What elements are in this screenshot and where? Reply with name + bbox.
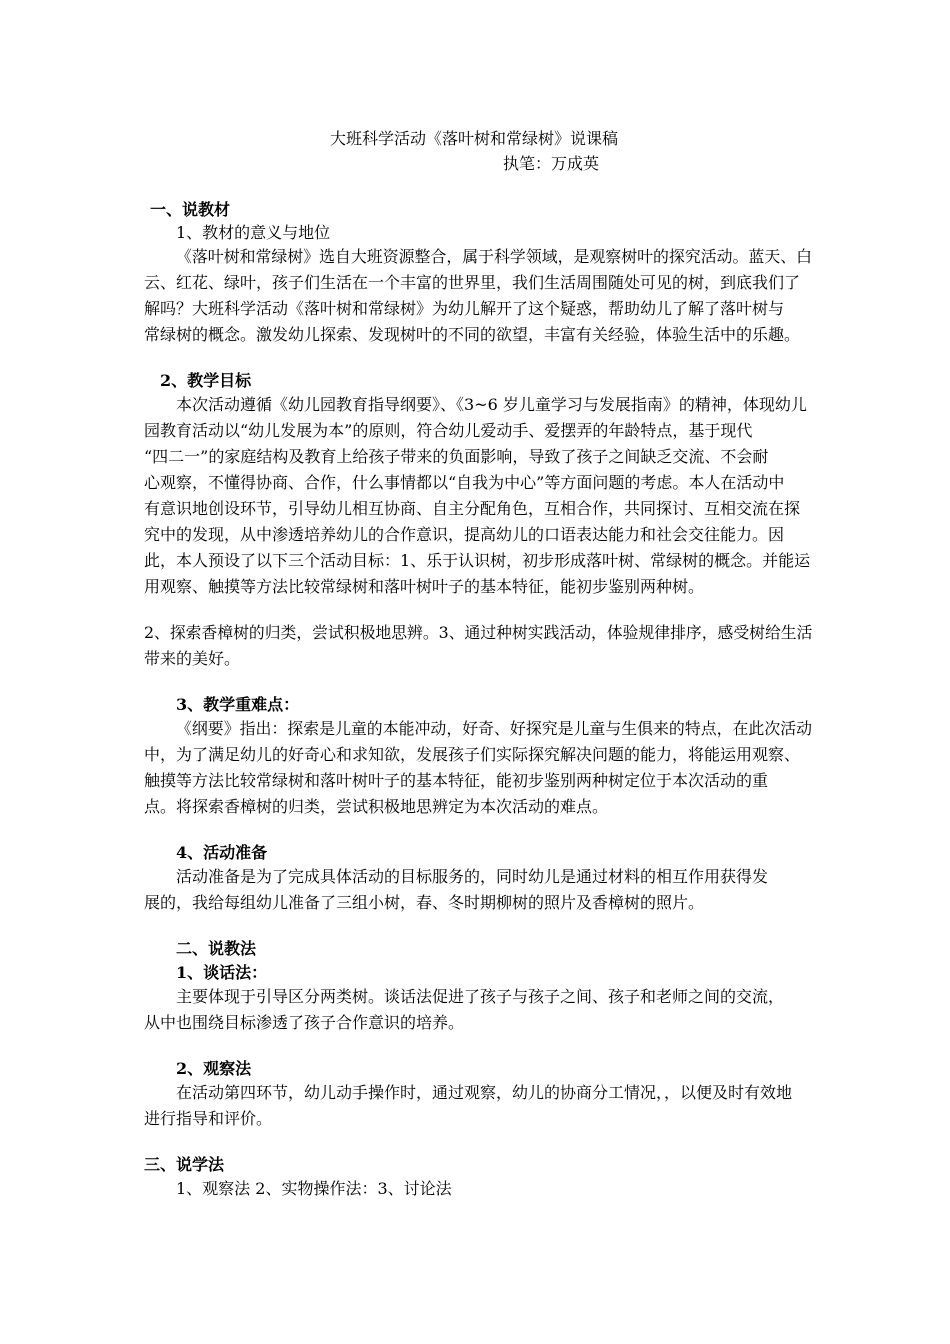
paragraph-line: 点。将探索香樟树的归类，尝试积极地思辨定为本次活动的难点。 [144, 797, 609, 816]
subheading-conversation: 1、谈话法： [176, 963, 268, 982]
subheading-significance: 1、教材的意义与地位 [176, 223, 331, 242]
paragraph-line: 进行指导和评价。 [144, 1109, 273, 1128]
paragraph-line: 主要体现于引导区分两类树。谈话法促进了孩子与孩子之间、孩子和老师之间的交流， [176, 987, 785, 1006]
document-title: 大班科学活动《落叶树和常绿树》说课稿 [330, 129, 619, 148]
paragraph-line: 从中也围绕目标渗透了孩子合作意识的培养。 [144, 1013, 465, 1032]
paragraph-line: 中，为了满足幼儿的好奇心和求知欲，发展孩子们实际探究解决问题的能力，将能运用观察、 [144, 745, 801, 764]
subheading-preparation: 4、活动准备 [176, 843, 268, 862]
section-heading-textbook: 一、说教材 [150, 200, 231, 219]
subheading-observation: 2、观察法 [176, 1059, 252, 1078]
paragraph-line: 触摸等方法比较常绿树和落叶树叶子的基本特征，能初步鉴别两种树定位于本次活动的重 [144, 771, 769, 790]
paragraph-line: 1、观察法 2、实物操作法：3、讨论法 [176, 1179, 452, 1198]
section-heading-teaching-methods: 二、说教法 [176, 939, 257, 958]
paragraph-line: 活动准备是为了完成具体活动的目标服务的，同时幼儿是通过材料的相互作用获得发 [176, 867, 769, 886]
paragraph-line: 展的，我给每组幼儿准备了三组小树，春、冬时期柳树的照片及香樟树的照片。 [144, 893, 705, 912]
paragraph-line: 带来的美好。 [144, 649, 241, 668]
paragraph-line: 园教育活动以“幼儿发展为本”的原则，符合幼儿爱动手、爱摆弄的年龄特点，基于现代 [144, 421, 753, 440]
section-heading-learning-methods: 三、说学法 [144, 1155, 225, 1174]
paragraph-line: 此，本人预设了以下三个活动目标：1、乐于认识树，初步形成落叶树、常绿树的概念。并能运 [144, 551, 811, 570]
paragraph-line: 常绿树的概念。激发幼儿探索、发现树叶的不同的欲望，丰富有关经验，体验生活中的乐趣。 [144, 325, 801, 344]
paragraph-line: 云、红花、绿叶，孩子们生活在一个丰富的世界里，我们生活周围随处可见的树，到底我们了 [144, 273, 801, 292]
paragraph-line: 《落叶树和常绿树》选自大班资源整合，属于科学领域，是观察树叶的探究活动。蓝天、白 [176, 247, 813, 266]
paragraph-line: 解吗？大班科学活动《落叶树和常绿树》为幼儿解开了这个疑惑，帮助幼儿了解了落叶树与 [144, 299, 785, 318]
paragraph-line: 本次活动遵循《幼儿园教育指导纲要》、《3~6 岁儿童学习与发展指南》的精神，体现幼儿 [176, 395, 807, 414]
paragraph-line: 有意识地创设环节，引导幼儿相互协商、自主分配角色，互相合作，共同探讨、互相交流在探 [144, 499, 801, 518]
paragraph-line: 《纲要》指出：探索是儿童的本能冲动，好奇、好探究是儿童与生俱来的特点，在此次活动 [176, 719, 813, 738]
paragraph-line: 心观察，不懂得协商、合作，什么事情都以“自我为中心”等方面问题的考虑。本人在活动中 [144, 473, 785, 492]
paragraph-line: 用观察、触摸等方法比较常绿树和落叶树叶子的基本特征，能初步鉴别两种树。 [144, 577, 705, 596]
paragraph-line: 究中的发现，从中渗透培养幼儿的合作意识，提高幼儿的口语表达能力和社会交往能力。因 [144, 525, 785, 544]
document-author: 执笔：万成英 [503, 154, 600, 173]
subheading-goals: 2、教学目标 [160, 371, 252, 390]
paragraph-line: “四二一”的家庭结构及教育上给孩子带来的负面影响，导致了孩子之间缺乏交流、不会耐 [144, 447, 769, 466]
paragraph-line: 在活动第四环节，幼儿动手操作时，通过观察，幼儿的协商分工情况，，以便及时有效地 [176, 1083, 793, 1102]
paragraph-line: 2、探索香樟树的归类，尝试积极地思辨。3、通过种树实践活动，体验规律排序，感受树给生活 [144, 623, 813, 642]
subheading-key-points: 3、教学重难点： [176, 695, 300, 714]
